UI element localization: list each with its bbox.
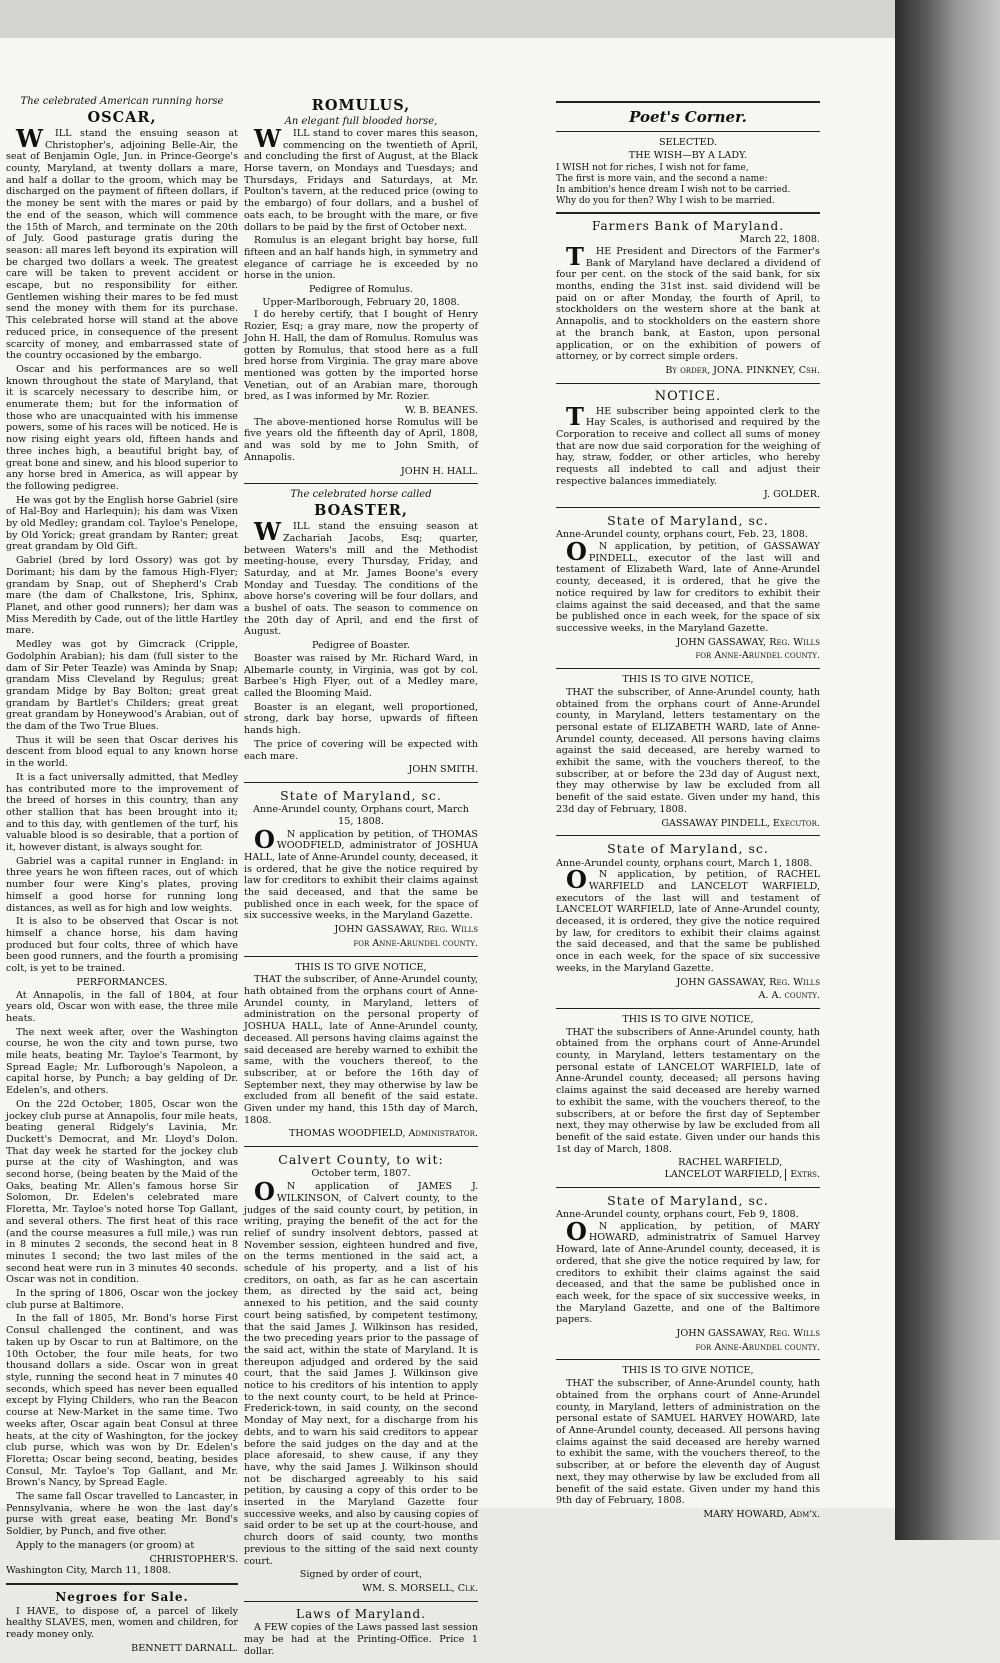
boaster-pedigree-heading: Pedigree of Boaster. — [311, 640, 410, 652]
boaster-desc: Boaster is an elegant, well proportioned, strong, dark bay horse, upwards of fifteen hands high. — [244, 701, 478, 737]
romulus-dateline: Upper-Marlborough, February 20, 1808. — [262, 296, 460, 308]
boaster-body: WILL stand the ensuing season at Zachariah Jacobs, Esq; quarter, between Waters's mill and the Methodist meeting-house, every Thursday, Friday, and Saturday, and at Mr. James Boone's every Monday and Tuesday. The conditions of the above horse's covering will be four dollars, and a bushel of oats. The season to commence on the 20th day of April, and end the first of August. — [244, 517, 478, 638]
calvert-sub: October term, 1807. — [311, 1168, 411, 1180]
oscar-para: Medley was got by Gimcrack (Cripple, Godolphin Arabian); his dam (full sister to the dam of Sir Peter Teazle) was Aminda by Snap; grandam Miss Cleveland by Regulus; great grandam Midge by Bay Bolton; great great grandam by Bartlet's Childers; great great great grandam by Honeywood's Arabian, out of the dam of the Two True Blues. — [6, 639, 238, 733]
state4-dateline: Anne-Arundel county, orphans court, Feb 9, 1808. — [556, 1209, 799, 1221]
give-notice-4 — [556, 1365, 820, 1520]
notice-signature: J. GOLDER. — [763, 489, 820, 501]
laws-title: Laws of Maryland. — [295, 1606, 427, 1621]
divider — [556, 1359, 820, 1360]
romulus-note: The above-mentioned horse Romulus will be five years old the fifteenth day of April, 1808, and was sold by me to John Smith, of Annapolis. — [244, 416, 478, 463]
bank-date: March 22, 1808. — [739, 234, 820, 246]
notice3-sig2: LANCELOT WARFIELD, — [664, 1169, 783, 1181]
notice1-signature: THOMAS WOODFIELD, Administrator. — [288, 1128, 478, 1140]
newspaper-page — [0, 38, 900, 1657]
state-notice-3 — [556, 841, 820, 1002]
romulus-note-signature: JOHN H. HALL. — [400, 465, 478, 477]
divider — [244, 1601, 478, 1602]
state2-dateline: Anne-Arundel county, orphans court, Feb. 23, 1808. — [556, 529, 808, 541]
divider — [556, 383, 820, 384]
state2-sig2: for Anne-Arundel county. — [695, 650, 820, 662]
laws-ad — [244, 1607, 478, 1658]
perf-para: The next week after, over the Washington course, he won the city and town purse, two mile heats, beating Mr. Tayloe's Tearmont, by Spread Eagle; Mr. Lufborough's Napoleon, a capital horse, by Punch; a bay gelding of Dr. Edelen's, and others. — [6, 1026, 238, 1097]
hay-notice — [556, 389, 820, 501]
negroes-signature: BENNETT DARNALL. — [131, 1642, 238, 1654]
notice3-extr: Extrs. — [785, 1169, 820, 1181]
oscar-title: OSCAR, — [87, 109, 157, 127]
notice-body: THE subscriber being appointed clerk to the Hay Scales, is authorised and required by the Corporation to receive and collect all sums of money that are now due said corporation for the weighing of hay, straw, fodder, or other articles, who hereby requests all indebted to call and adjust their respective balances immediately. — [556, 401, 820, 487]
divider — [556, 835, 820, 836]
notice-title: NOTICE. — [654, 388, 722, 404]
perf-para: On the 22d October, 1805, Oscar won the jockey club purse at Annapolis, four mile heats, beating general Ridgely's Lavinia, Mr. Duckett's Democrat, and Mr. Lloyd's Dolon. That day week he started for the jockey club purse at the city of Washington, and was second horse, (being beaten by the Maid of the Oaks, beating Mr. Allen's famous horse Sir Solomon, Dr. Edelen's celebrated mare Floretta, Mr. Tayloe's noted horse Top Gallant, and several others. The first heat of this race (and the course measures a full mile,) was run in 8 minutes 2 seconds, the second heat in 8 minutes 1 second; the two last miles of the second heat were run in 3 minutes 40 seconds. Oscar was not in condition. — [6, 1098, 238, 1286]
state2-title: State of Maryland, sc. — [607, 513, 769, 529]
state-notice-4 — [556, 1193, 820, 1354]
divider — [556, 131, 820, 132]
bank-title: Farmers Bank of Maryland. — [591, 218, 785, 233]
oscar-para: It is a fact universally admitted, that Medley has contributed more to the improvement of the breed of horses in this country, than any other stallion that has been brought into it; and to this day, with gentlemen of the turf, his valuable blood is so desirable, that a portion of it, however distant, is always sought for. — [6, 771, 238, 854]
state3-body: ON application, by petition, of RACHEL WARFIELD and LANCELOT WARFIELD, executors of the last will and testament of LANCELOT WARFIELD, late of Anne-Arundel county, deceased, it is ordered, they give the notice required by law, for creditors to exhibit their claims against the said deceased, and that the same be published once in each week, for the space of six successive weeks, in the Maryland Gazette. — [556, 865, 820, 974]
oscar-para: WILL stand the ensuing season at Christopher's, adjoining Belle-Air, the seat of Benjamin Ogle, Jun. in Prince-George's county, Maryland, at twenty dollars a mare, and half a dollar to the groom, which may be discharged on the payment of fifteen dollars, if the money be sent with the mares or paid by the end of the season, which will commence the 15th of March, and terminate on the 20th of July. Good pasturage gratis during the season: all mares left beyond its expiration will be charged two dollars a week. The greatest care will be taken to prevent accident or escape, but no responsibility for either. Gentlemen wishing their mares to be fed must send the money with them for its purchase. This celebrated horse will stand at the above reduced price, in consequence of the present scarcity of money, and embarrassed state of the country occasioned by the embargo. — [6, 123, 238, 362]
bank-body: THE President and Directors of the Farmer's Bank of Maryland have declared a dividend of four per cent. on the stock of the said bank, for six months, ending the 31st inst. said dividend will be paid on or after Monday, the fourth of April, to stockholders on the western shore at the bank at Annapolis, and to stockholders on the eastern shore at the branch bank, at Easton, upon personal application, or on the exhibition of powers of attorney, or by correct simple orders. — [556, 241, 820, 363]
state4-body: ON application, by petition, of MARY HOWARD, administratrix of Samuel Harvey Howard, late of Anne-Arundel county, deceased, it is ordered, that she give the notice required by law, for creditors to exhibit their claims against the said deceased, and that the same be published once in each week, for the space of six successive weeks, in the Maryland Gazette, and one of the Baltimore papers. — [556, 1216, 820, 1326]
bank-signature: By order, JONA. PINKNEY, Csh. — [665, 364, 820, 376]
boaster-price: The price of covering will be expected with each mare. — [244, 738, 478, 762]
state3-sig1: JOHN GASSAWAY, Reg. Wills — [676, 976, 820, 988]
state3-title: State of Maryland, sc. — [607, 841, 769, 857]
state3-sig2: A. A. county. — [758, 990, 820, 1002]
column-1 — [6, 96, 238, 1660]
book-spine — [895, 0, 1000, 1540]
oscar-ad — [6, 96, 238, 1577]
state4-sig2: for Anne-Arundel county. — [695, 1341, 820, 1353]
give-notice-1 — [244, 962, 478, 1141]
romulus-sub: An elegant full blooded horse, — [284, 115, 438, 127]
perf-para: The same fall Oscar travelled to Lancaster, in Pennsylvania, where he won the last day's purse with great ease, beating Mr. Bond's Soldier, by Punch, and five other. — [6, 1491, 238, 1538]
negroes-title: Negroes for Sale. — [55, 1589, 189, 1604]
divider — [556, 101, 820, 103]
state4-title: State of Maryland, sc. — [607, 1192, 769, 1208]
calvert-body: ON application of JAMES J. WILKINSON, of Calvert county, to the judges of the said county court, by petition, in writing, praying the benefit of the act for the relief of sundry insolvent debtors, passed at November session, eighteen hundred and five, on the terms mentioned in the said act, a schedule of his property, and a list of his creditors, on oath, as far as he can ascertain them, as directed by the said act, being annexed to his petition, and the said county court being satisfied, by competent testimony, that the said James J. Wilkinson has resided, the two preceding years prior to the passage of the said act, within the state of Maryland. It is thereupon adjudged and ordered by the said court, that the said James J. Wilkinson give notice to his creditors of his intention to apply to the next county court, to be held at Prince-Frederick-town, in said county, on the second Monday of May next, for a discharge from his debts, and to warn his said creditors to appear before the said judges on the day and at the place aforesaid, to shew cause, if any they have, why the said James J. Wilkinson should not be discharged agreeably to his said petition, by causing a copy of this order to be inserted in the Maryland Gazette four successive weeks, and also by causing copies of said order to be set up at the court-house, and church doors of said county, two months previous to the sitting of the said next county court. — [244, 1177, 478, 1567]
divider — [244, 956, 478, 957]
divider — [556, 668, 820, 669]
boaster-ad — [244, 489, 478, 776]
poets-corner-heading: Poet's Corner. — [629, 108, 747, 126]
romulus-para: WILL stand to cover mares this season, commencing on the twentieth of April, and concluding the first of August, at the Black Horse tavern, on Mondays and Tuesdays; and Thursdays, Fridays and Saturdays, at Mr. Poulton's tavern, at the reduced price (owing to the embargo) of four dollars, and a bushel of oats each, to be brought with the mare, or five dollars to be paid by the first of October next. — [244, 123, 478, 233]
notice2-signature: GASSAWAY PINDELL, Executor. — [661, 817, 820, 829]
scan-top-margin — [0, 0, 1000, 38]
romulus-title: ROMULUS, — [311, 97, 411, 114]
column-2 — [244, 96, 478, 1663]
poem-line: Why do you for then? Why I wish to be married. — [556, 195, 775, 206]
poets-selected: SELECTED. — [658, 137, 718, 149]
state1-title: State of Maryland, sc. — [280, 787, 442, 803]
state-notice-1 — [244, 788, 478, 950]
give-notice-3 — [556, 1014, 820, 1181]
state2-sig1: JOHN GASSAWAY, Reg. Wills — [676, 636, 820, 648]
state-notice-2 — [556, 513, 820, 662]
oscar-para: He was got by the English horse Gabriel (sire of Hal-Boy and Harlequin); his dam was Vixen by old Medley; grandam col. Tayloe's Penelope, by Old Yorick; great grandam by Ranter; great great grandam by Old Gift. — [6, 494, 238, 553]
romulus-para: Romulus is an elegant bright bay horse, full fifteen and an half hands high, in symmetry and elegance of carriage he is exceeded by no horse in the union. — [244, 235, 478, 282]
perf-para: In the fall of 1805, Mr. Bond's horse First Consul challenged the continent, and was taken up by Oscar to run at Baltimore, on the 10th October, the four mile heats, for two thousand dollars a side. Oscar won in great style, running the second heat in 7 minutes 40 seconds, which speed has never been equalled except by Flying Childers, who ran the Beacon course at New-Market in the same time. Two weeks after, Oscar again beat Consul at three heats, at the city of Washington, for the jockey club purse, which was won by Dr. Edelen's Floretta; Oscar being second, beating, besides Consul, Mr. Tayloe's Top Gallant, and Mr. Brown's Nancy, by Spread Eagle. — [6, 1313, 238, 1489]
notice4-title: THIS IS TO GIVE NOTICE, — [622, 1365, 754, 1377]
divider — [556, 212, 820, 214]
oscar-signature: CHRISTOPHER'S. — [149, 1553, 238, 1565]
romulus-ad — [244, 97, 478, 477]
notice2-title: THIS IS TO GIVE NOTICE, — [622, 674, 754, 686]
state4-sig1: JOHN GASSAWAY, Reg. Wills — [676, 1328, 820, 1340]
divider — [556, 507, 820, 508]
divider — [244, 1146, 478, 1147]
notice2-body: THAT the subscriber, of Anne-Arundel county, hath obtained from the orphans court of Anne-Arundel county, in Maryland, letters testamentary on the personal estate of ELIZABETH WARD, late of Anne-Arundel county, deceased. All persons having claims against the said deceased, are hereby warned to exhibit the same, with the vouchers thereof, to the subscriber, at or before the 23d day of August next, they may otherwise by law be excluded from all benefit of the said estate. Given under my hand, this 23d day of February, 1808. — [556, 686, 820, 815]
divider — [6, 1583, 238, 1585]
negroes-ad — [6, 1590, 238, 1654]
romulus-certificate: I do hereby certify, that I bought of Henry Rozier, Esq; a gray mare, now the property of John H. Hall, the dam of Romulus. Romulus was gotten by Romulus, that stood here as a full bred horse from Virginia. The gray mare above mentioned was gotten by the imported horse Venetian, out of an Arabian mare, thorough bred, as I was informed by Mr. Rozier. — [244, 309, 478, 403]
state3-dateline: Anne-Arundel county, orphans court, March 1, 1808. — [556, 857, 813, 869]
boaster-signature: JOHN SMITH. — [408, 764, 478, 776]
divider — [556, 1008, 820, 1009]
poem-line: I WISH not for riches, I wish not for fame, — [556, 162, 749, 173]
perf-para: Apply to the managers (or groom) at — [16, 1539, 195, 1551]
oscar-para: It is also to be observed that Oscar is not himself a chance horse, his dam having produced but four colts, three of which have been good runners, and the fourth a promising colt, is yet to be trained. — [6, 916, 238, 975]
romulus-cert-signature: W. B. BEANES. — [404, 405, 478, 417]
divider — [556, 1187, 820, 1188]
state1-sig1: JOHN GASSAWAY, Reg. Wills — [334, 924, 478, 936]
notice4-signature: MARY HOWARD, Adm'x. — [703, 1508, 820, 1520]
oscar-para: Gabriel (bred by lord Ossory) was got by Dorimant; his dam by the famous High-Flyer; grandam by Snap, out of Shepherd's Crab mare (the dam of Chalkstone, Iris, Sphinx, Planet, and other good runners); her dam was Miss Meredith by Cade, out of the little Hartley mare. — [6, 555, 238, 637]
boaster-title: BOASTER, — [314, 502, 408, 520]
state1-dateline: Anne-Arundel county, Orphans court, March 15, 1808. — [253, 804, 469, 827]
calvert-signed: Signed by order of court, — [299, 1569, 423, 1581]
poem-title: THE WISH—BY A LADY. — [628, 150, 748, 161]
oscar-para: Gabriel was a capital runner in England: in three years he won fifteen races, out of which number four were King's plates, proving himself a good horse for running long distances, as well as for high and low weights. — [6, 855, 238, 914]
romulus-pedigree-heading: Pedigree of Romulus. — [309, 284, 413, 296]
boaster-kicker: The celebrated horse called — [290, 489, 432, 501]
perf-para: In the spring of 1806, Oscar won the jockey club purse at Baltimore. — [6, 1288, 238, 1311]
divider — [244, 782, 478, 783]
laws-body: A FEW copies of the Laws passed last session may be had at the Printing-Office. Price 1 dollar. — [244, 1622, 478, 1657]
oscar-kicker: The celebrated American running horse — [20, 96, 224, 107]
bank-ad — [556, 219, 820, 377]
calvert-signature: WM. S. MORSELL, Clk. — [362, 1583, 478, 1594]
calvert-title: Calvert County, to wit: — [278, 1152, 444, 1168]
perf-para: At Annapolis, in the fall of 1804, at four years old, Oscar won with ease, the three mile heats. — [6, 989, 238, 1024]
notice3-signatures — [556, 1157, 820, 1180]
oscar-dateline: Washington City, March 11, 1808. — [6, 1565, 172, 1577]
state1-sig2: for Anne-Arundel county. — [353, 937, 478, 949]
oscar-para: Thus it will be seen that Oscar derives his descent from blood equal to any known horse in the world. — [6, 734, 238, 770]
boaster-pedigree: Boaster was raised by Mr. Richard Ward, in Albemarle county, in Virginia, was got by col. Barbee's High Flyer, out of a Medley mare, called the Blooming Maid. — [244, 652, 478, 699]
calvert-ad — [244, 1152, 478, 1595]
poem-line: In ambition's hence dream I wish not to be carried. — [556, 184, 791, 195]
state1-body: ON application by petition, of THOMAS WOODFIELD, administrator of JOSHUA HALL, late of Anne-Arundel county, deceased, it is ordered, that he give the notice required by law for creditors to exhibit their claims against the said deceased, and that the same be published once in each week, for the space of six successive weeks, in the Maryland Gazette. — [244, 824, 478, 922]
notice3-body: THAT the subscribers of Anne-Arundel county, hath obtained from the orphans court of Anne-Arundel county, in Maryland, letters testamentary on the personal estate of LANCELOT WARFIELD, late of Anne-Arundel county, deceased; all persons having claims against the said deceased are hereby warned to exhibit the same, with the vouchers thereof, to the subscribers, at or before the first day of September next, they may otherwise by law be excluded from all benefit of the said estate. Given under our hands this 1st day of March, 1808. — [556, 1026, 820, 1155]
give-notice-2 — [556, 674, 820, 829]
notice3-title: THIS IS TO GIVE NOTICE, — [622, 1013, 754, 1025]
notice4-body: THAT the subscriber, of Anne-Arundel county, hath obtained from the orphans court of Anne-Arundel county, in Maryland, letters of administration on the personal estate of SAMUEL HARVEY HOWARD, late of Anne-Arundel county, deceased. All persons having claims against the said deceased are hereby warned to exhibit the same, with the vouchers thereof, to the subscriber, at or before the eleventh day of August next, they may otherwise by law be excluded from all benefit of the said estate. Given under my hand this 9th day of February, 1808. — [556, 1378, 820, 1507]
notice1-body: THAT the subscriber, of Anne-Arundel county, hath obtained from the orphans court of Anne-Arundel county, in Maryland, letters of administration on the personal property of JOSHUA HALL, late of Anne-Arundel county, deceased. All persons having claims against the said deceased are hereby warned to exhibit the same, with the vouchers thereof, to the subscriber, at or before the 16th day of September next, they may otherwise by law be excluded from all benefit of the said estate. Given under my hand, this 15th day of March, 1808. — [244, 974, 478, 1126]
state2-body: ON application, by petition, of GASSAWAY PINDELL, executor of the last will and testament of Elizabeth Ward, late of Anne-Arundel county, deceased, it is ordered, that he give the notice required by law for creditors to exhibit their claims against the said deceased, and that the same be published once in each week, for the space of six successive weeks, in the Maryland Gazette. — [556, 537, 820, 634]
poem-line: The first is more vain, and the second a name: — [556, 173, 768, 184]
notice3-sig1: RACHEL WARFIELD, — [678, 1157, 783, 1169]
column-3 — [486, 96, 890, 1527]
divider — [244, 483, 478, 484]
oscar-para: Oscar and his performances are so well known throughout the state of Maryland, that it is scarcely necessary to describe him, or enumerate them; but for the information of those who are unacquainted with his immense powers, some of his races will be noticed. He is now rising eight years old, fifteen hands and three inches high, a beautiful bright bay, of great bone and sinew, and his blood superior to any horse bred in America, as will appear by the following pedigree. — [6, 363, 238, 492]
performances-heading: PERFORMANCES. — [76, 976, 168, 988]
negroes-body: I HAVE, to dispose of, a parcel of likely healthy SLAVES, men, women and children, for ready money only. — [6, 1605, 238, 1640]
notice1-title: THIS IS TO GIVE NOTICE, — [295, 961, 427, 973]
